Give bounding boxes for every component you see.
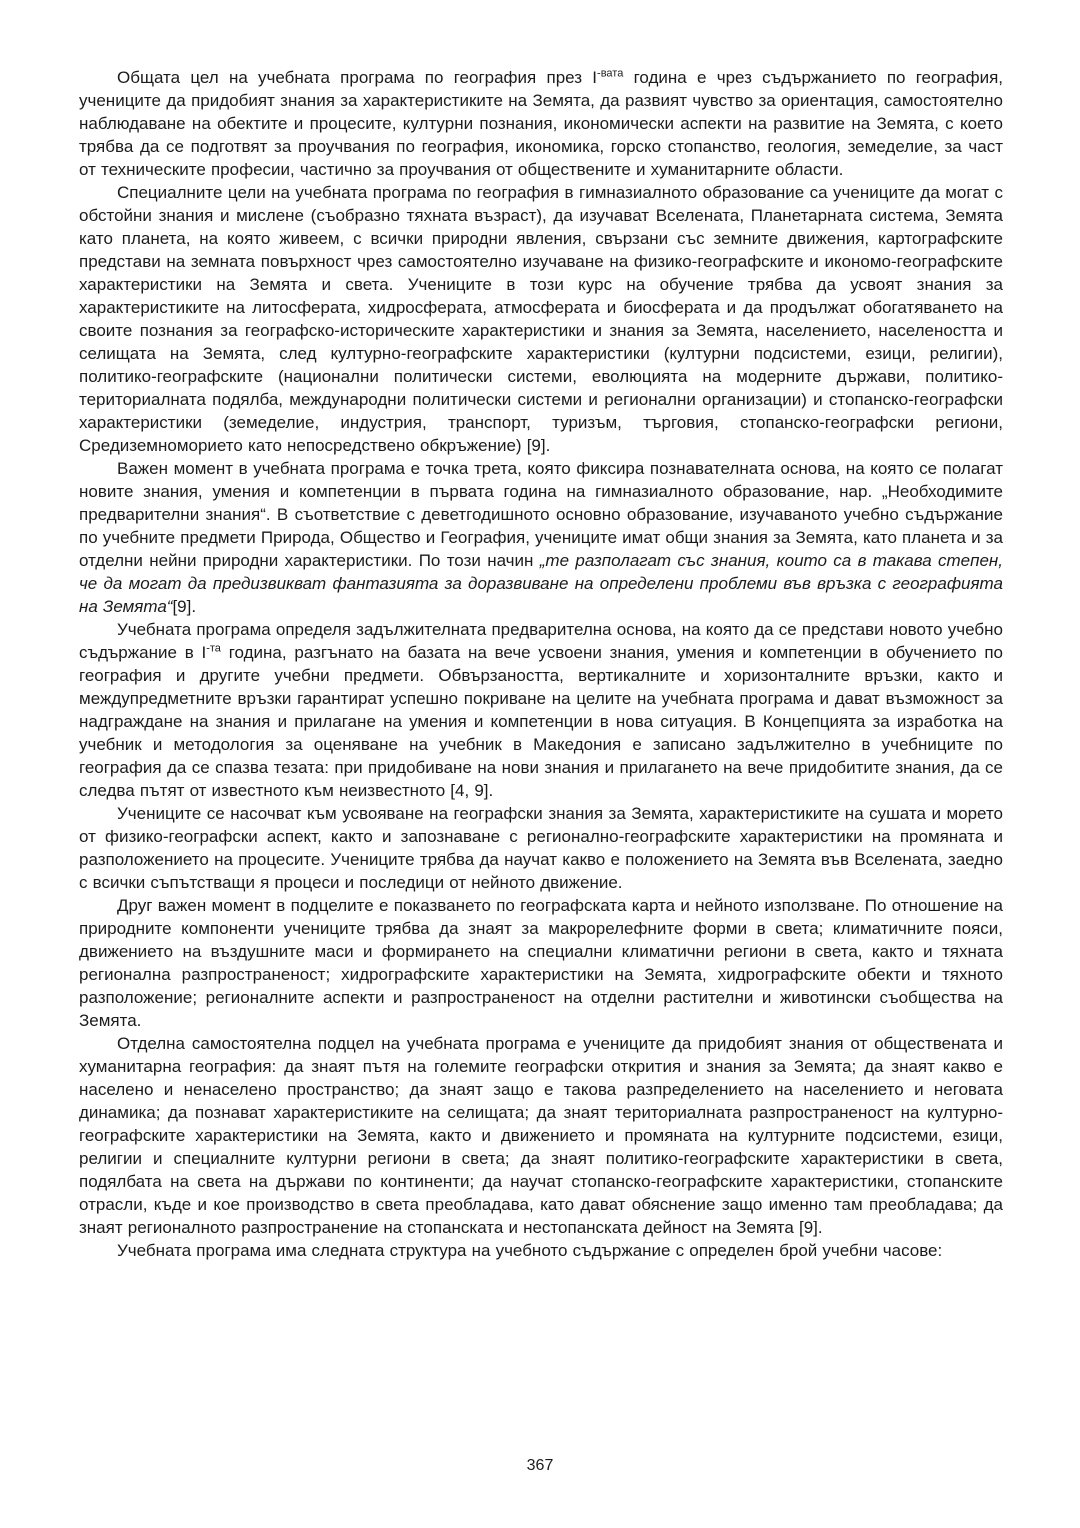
- paragraph: [79, 457, 1003, 618]
- page-body: [79, 66, 1003, 1262]
- text-run: Учебната програма определя задължителната предварителна основа, на която да се представи новото учебно съдържание в I: [79, 620, 1003, 662]
- paragraph: [79, 181, 1003, 457]
- paragraph: [79, 1032, 1003, 1239]
- paragraph: [79, 802, 1003, 894]
- text-run: Учениците се насочват към усвояване на географски знания за Земята, характеристиките на сушата и морето от физико-географски аспект, както и запознаване с регионално-географските характеристики на промяната и разположението на процесите. Учениците трябва да научат какво е положението на Земята във Вселената, заедно с всички съпътстващи я процеси и последици от нейното движение.: [79, 804, 1003, 892]
- text-run: [9].: [172, 597, 197, 616]
- text-run: Специалните цели на учебната програма по география в гимназиалното образование са учениците да могат с обстойни знания и мислене (съобразно тяхната възраст), да изучават Вселената, Планетарната система, Земята като планета, на която живеем, с всички природни явления, свързани със земните движения, картографските представи на земната повърхност чрез самостоятелно изучаване на физико-географските и икономо-географските характеристики на Земята и света. Учениците в този курс на обучение трябва да усвоят знания за характеристиките на литосферата, хидросферата, атмосферата и биосферата и да продължат обогатяването на своите познания за географско-историческите характеристики и знания за Земята, населението, населеността и селищата на Земята, след културно-географските характеристики (културни подсистеми, езици, религии), политико-географските (национални политически системи, еволюцията на модерните държави, политико-териториалната подялба, международни политически системи и регионални организации) и стопанско-географски характеристики (земеделие, индустрия, транспорт, туризъм, търговия, стопанско-географски региони, Средиземноморието като непосредствено обкръжение) [9].: [79, 183, 1003, 455]
- text-run: година е чрез съдържанието по география, учениците да придобият знания за характеристиките на Земята, да развият чувство за ориентация, самостоятелно наблюдаване на обектите и процесите, културни познания, икономически аспекти на развитие на Земята, с което трябва да се подготвят за проучвания по география, икономика, горско стопанство, геология, земеделие, за част от техническите професии, частично за проучвания от обществените и хуманитарните области.: [79, 68, 1003, 179]
- paragraph: [79, 1239, 1003, 1262]
- text-run: Учебната програма има следната структура на учебното съдържание с определен брой учебни часове:: [117, 1241, 943, 1260]
- text-run: година, разгънато на базата на вече усвоени знания, умения и компетенции в обучението по география и другите учебни предмети. Обвързаността, вертикалните и хоризонталните връзки, както и междупредметните връзки гарантират успешно покриване на целите на учебната програма и дават възможност за надграждане на знания и прилагане на умения и компетенции в нова ситуация. В Концепцията за изработка на учебник и методология за оценяване на учебник в Македония е записано задължително в учебниците по география да се спазва тезата: при придобиване на нови знания и прилагането на вече придобитите знания, да се следва пътят от известното към неизвестното [4, 9].: [79, 643, 1003, 800]
- paragraph: [79, 618, 1003, 802]
- superscript-run: -вата: [597, 67, 624, 80]
- text-run: Важен момент в учебната програма е точка трета, която фиксира познавателната основа, на която се полагат новите знания, умения и компетенции в първата година на гимназиалното образование, нар. „Необходимите предварителни знания“. В съответствие с деветгодишното основно образование, изучаваното учебно съдържание по учебните предмети Природа, Общество и География, учениците имат общи знания за Земята, като планета и за отделни нейни природни характеристики. По този начин: [79, 459, 1003, 570]
- text-run: Друг важен момент в подцелите е показването по географската карта и нейното използване. По отношение на природните компоненти учениците трябва да знаят за макрорелефните форми в света; климатичните пояси, движението на въздушните маси и формирането на специални климатични региони в света, както и тяхната регионална разпространеност; хидрографските характеристики на Земята, хидрографските обекти и тяхното разположение; регионалните аспекти и разпространеност на отделни растителни и животински съобщества на Земята.: [79, 896, 1003, 1030]
- italic-quote-run: „те разполагат със знания, които са в такава степен, че да могат да предизвикват фантазията за доразвиване на определени проблеми във връзка с географията на Земята“: [79, 551, 1003, 616]
- page-number: 367: [526, 1457, 554, 1474]
- paragraph: [79, 66, 1003, 181]
- paragraph: [79, 894, 1003, 1032]
- text-run: Отделна самостоятелна подцел на учебната програма е учениците да придобият знания от обществената и хуманитарна география: да знаят пътя на големите географски открития и знания за Земята; да знаят какво е населено и ненаселено пространство; да знаят защо е такова разпределението на населението и неговата динамика; да познават характеристиките на селищата; да знаят териториалната разпространеност на културно-географските характеристики на Земята, както и движението и промяната на културните подсистеми, езици, религии и специалните културни региони в света; да знаят политико-географските характеристики в света, подялбата на света на държави по континенти; да научат стопанско-географските характеристики, стопанските отрасли, къде и кое производство в света преобладава, като дават обяснение защо именно там преобладава; да знаят регионалното разпространение на стопанската и нестопанската дейност на Земята [9].: [79, 1034, 1003, 1237]
- superscript-run: -та: [206, 642, 221, 655]
- text-run: Общата цел на учебната програма по география през I: [117, 68, 598, 87]
